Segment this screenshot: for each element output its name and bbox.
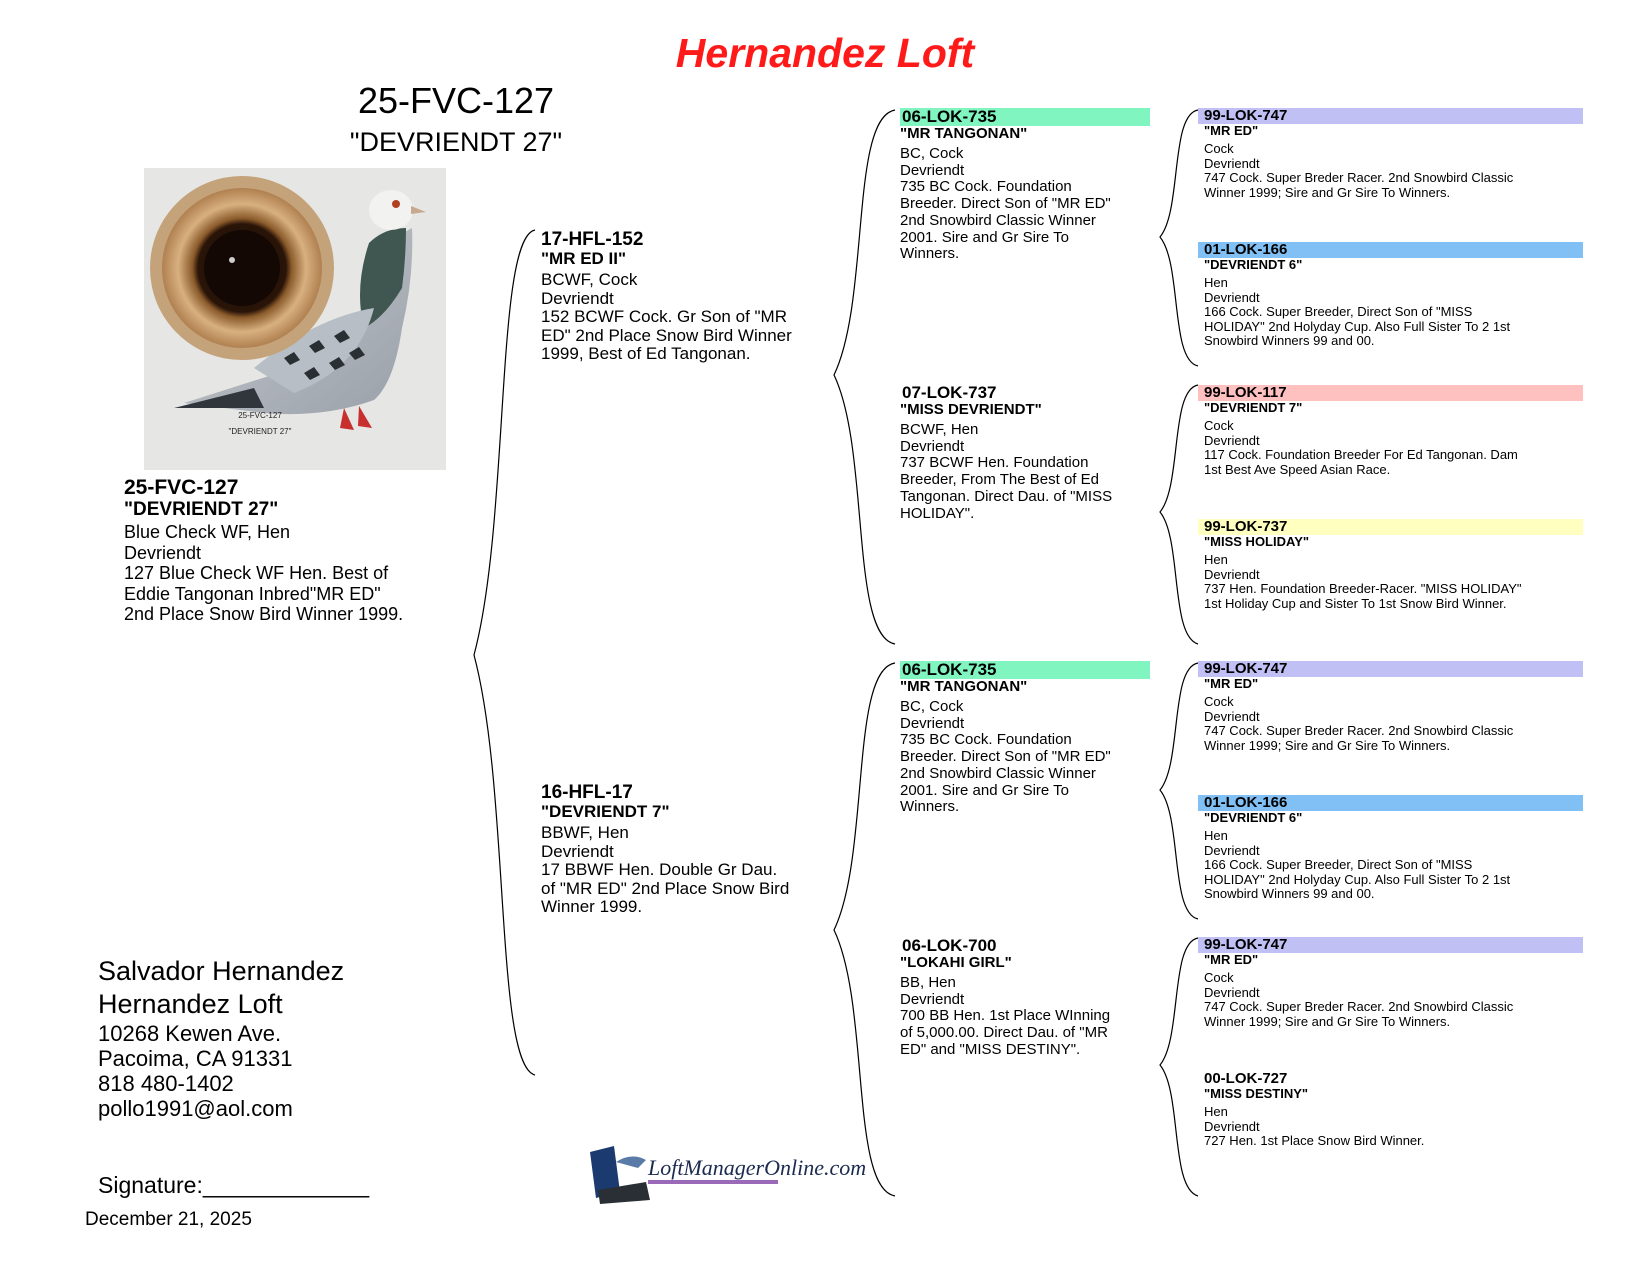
dam-band: 16-HFL-17: [541, 782, 633, 803]
great-grandparent-name: "MISS DESTINY": [1204, 1086, 1309, 1101]
bracket-gen3-4: [1160, 938, 1198, 1196]
great-grandparent-band: 01-LOK-166: [1198, 242, 1583, 258]
grandparent-band: 06-LOK-735: [900, 661, 1150, 679]
grandparent-line: Tangonan. Direct Dau. of "MISS: [900, 487, 1113, 505]
loftmanager-logo: [586, 1142, 867, 1204]
subject-band-heading: 25-FVC-127: [357, 80, 555, 121]
grandparent-line: 2nd Snowbird Classic Winner: [900, 764, 1096, 782]
grandparent-3: [900, 937, 1150, 1059]
grandparent-line: BB, Hen: [900, 974, 956, 991]
subject-line: Eddie Tangonan Inbred"MR ED": [124, 583, 381, 604]
print-date: December 21, 2025: [85, 1209, 252, 1230]
great-grandparent-band: 01-LOK-166: [1198, 795, 1583, 811]
great-grandparent-5: [1198, 795, 1583, 902]
grandparent-line: Breeder, From The Best of Ed: [900, 471, 1099, 489]
grandparent-line: 2001. Sire and Gr Sire To: [900, 781, 1069, 799]
dam-line: of "MR ED" 2nd Place Snow Bird: [541, 878, 790, 898]
owner-phone: 818 480-1402: [98, 1071, 234, 1096]
dam-line: Winner 1999.: [541, 897, 643, 916]
dam-line: 17 BBWF Hen. Double Gr Dau.: [541, 860, 778, 879]
great-grandparent-1: [1198, 242, 1583, 349]
great-grandparent-line: HOLIDAY" 2nd Holyday Cup. Also Full Sister To 2 1st: [1204, 318, 1511, 334]
dam-name: "DEVRIENDT 7": [541, 802, 670, 821]
grandparent-line: BC, Cock: [900, 698, 964, 715]
great-grandparent-line: Devriendt: [1204, 566, 1260, 582]
great-grandparent-line: Devriendt: [1204, 708, 1260, 724]
great-grandparent-line: Winner 1999; Sire and Gr Sire To Winners.: [1204, 737, 1451, 753]
grandparent-name: "MR TANGONAN": [900, 125, 1028, 142]
great-grandparent-line: Winner 1999; Sire and Gr Sire To Winners.: [1204, 184, 1451, 200]
great-grandparent-line: Devriendt: [1204, 1118, 1260, 1134]
great-grandparent-line: 737 Hen. Foundation Breeder-Racer. "MISS HOLIDAY": [1204, 581, 1522, 596]
grandparent-band: 07-LOK-737: [902, 383, 997, 402]
great-grandparent-band: 99-LOK-747: [1198, 937, 1583, 953]
grandparent-line: ED" and "MISS DESTINY".: [900, 1040, 1081, 1058]
great-grandparent-name: "DEVRIENDT 6": [1204, 810, 1303, 825]
great-grandparent-band: 00-LOK-727: [1204, 1070, 1288, 1087]
sire-line: Devriendt: [541, 288, 614, 308]
owner-address: 10268 Kewen Ave.: [98, 1021, 282, 1046]
great-grandparent-line: 166 Cock. Super Breeder, Direct Son of "MISS: [1204, 304, 1473, 319]
great-grandparent-line: 1st Holiday Cup and Sister To 1st Snow Bird Winner.: [1204, 595, 1507, 611]
great-grandparent-line: Hen: [1204, 552, 1228, 567]
sire-line: 1999, Best of Ed Tangonan.: [541, 344, 751, 363]
grandparent-line: Breeder. Direct Son of "MR ED": [900, 748, 1111, 766]
sire-line: BCWF, Cock: [541, 270, 638, 289]
logo-text: LoftManagerOnline.com: [648, 1155, 867, 1180]
grandparent-line: Winners.: [900, 245, 960, 263]
great-grandparent-line: 747 Cock. Super Breder Racer. 2nd Snowbird Classic: [1204, 723, 1514, 738]
great-grandparent-name: "MR ED": [1204, 123, 1259, 138]
great-grandparent-band: 99-LOK-117: [1198, 385, 1583, 401]
grandparent-name: "LOKAHI GIRL": [900, 954, 1012, 971]
bracket-gen2-sire: [834, 110, 895, 644]
subject-line: 127 Blue Check WF Hen. Best of: [124, 563, 389, 583]
great-grandparent-line: Hen: [1204, 828, 1228, 843]
grandparent-line: HOLIDAY".: [900, 504, 975, 522]
great-grandparent-name: "DEVRIENDT 6": [1204, 257, 1303, 272]
great-grandparent-line: Snowbird Winners 99 and 00.: [1204, 333, 1375, 348]
great-grandparent-line: 166 Cock. Super Breeder, Direct Son of "MISS: [1204, 857, 1473, 872]
owner-email: pollo1991@aol.com: [98, 1096, 293, 1121]
bracket-gen3-3: [1160, 663, 1198, 919]
grandparent-line: 2nd Snowbird Classic Winner: [900, 211, 1096, 229]
grandparent-line: BCWF, Hen: [900, 421, 979, 438]
grandparent-line: Devriendt: [900, 161, 965, 179]
page-title: Hernandez Loft: [675, 30, 975, 76]
grandparent-line: BC, Cock: [900, 145, 964, 162]
great-grandparent-line: Hen: [1204, 1104, 1228, 1119]
dam-line: BBWF, Hen: [541, 823, 629, 842]
great-grandparent-line: Devriendt: [1204, 289, 1260, 305]
great-grandparent-line: Hen: [1204, 275, 1228, 290]
grandparent-2: [900, 661, 1150, 816]
great-grandparent-line: Devriendt: [1204, 155, 1260, 171]
great-grandparent-7: [1198, 1071, 1583, 1149]
subject-band: 25-FVC-127: [124, 476, 239, 499]
great-grandparent-line: HOLIDAY" 2nd Holyday Cup. Also Full Sister To 2 1st: [1204, 871, 1511, 887]
subject-name-heading: "DEVRIENDT 27": [349, 127, 563, 157]
great-grandparent-line: Cock: [1204, 418, 1234, 433]
owner-contact: [98, 955, 498, 1121]
great-grandparent-line: Devriendt: [1204, 842, 1260, 858]
great-grandparent-line: Devriendt: [1204, 984, 1260, 1000]
owner-loft: Hernandez Loft: [98, 989, 283, 1019]
grandparent-line: Breeder. Direct Son of "MR ED": [900, 195, 1111, 213]
great-grandparent-band: 99-LOK-737: [1198, 519, 1583, 535]
subject-line: Devriendt: [124, 542, 202, 563]
sire-band: 17-HFL-152: [541, 229, 644, 250]
great-grandparent-line: 117 Cock. Foundation Breeder For Ed Tangonan. Dam: [1204, 447, 1518, 462]
owner-city: Pacoima, CA 91331: [98, 1046, 293, 1071]
bracket-gen2-dam: [834, 663, 895, 1196]
grandparent-name: "MISS DEVRIENDT": [900, 401, 1042, 418]
grandparent-line: of 5,000.00. Direct Dau. of "MR: [900, 1024, 1108, 1042]
grandparent-band: 06-LOK-700: [902, 936, 997, 955]
photo-caption-band: 25-FVC-127: [238, 411, 282, 420]
grandparent-line: Devriendt: [900, 990, 965, 1008]
great-grandparent-6: [1198, 937, 1583, 1029]
grandparent-line: Devriendt: [900, 437, 965, 455]
grandparent-0: [900, 108, 1150, 263]
great-grandparent-name: "MR ED": [1204, 676, 1259, 691]
grandparent-line: Devriendt: [900, 714, 965, 732]
sire-info: [541, 230, 831, 364]
grandparent-1: [900, 384, 1150, 522]
great-grandparent-line: 747 Cock. Super Breder Racer. 2nd Snowbird Classic: [1204, 170, 1514, 185]
great-grandparent-line: Winner 1999; Sire and Gr Sire To Winners.: [1204, 1013, 1451, 1029]
great-grandparent-name: "DEVRIENDT 7": [1204, 400, 1303, 415]
great-grandparent-name: "MR ED": [1204, 952, 1259, 967]
subject-line: Blue Check WF, Hen: [124, 522, 291, 542]
bracket-gen3-1: [1160, 110, 1198, 366]
bracket-gen1: [474, 230, 535, 1075]
great-grandparent-4: [1198, 661, 1583, 753]
great-grandparent-line: Devriendt: [1204, 432, 1260, 448]
great-grandparent-line: Cock: [1204, 141, 1234, 156]
great-grandparent-0: [1198, 108, 1583, 200]
grandparent-line: 700 BB Hen. 1st Place WInning: [900, 1007, 1111, 1025]
great-grandparent-2: [1198, 385, 1583, 477]
photo-caption-name: "DEVRIENDT 27": [228, 427, 292, 436]
grandparent-name: "MR TANGONAN": [900, 678, 1028, 695]
great-grandparent-band: 99-LOK-747: [1198, 108, 1583, 124]
great-grandparent-name: "MISS HOLIDAY": [1204, 534, 1310, 549]
owner-name: Salvador Hernandez: [98, 956, 345, 986]
subject-name: "DEVRIENDT 27": [124, 499, 279, 520]
bracket-gen3-2: [1160, 385, 1198, 644]
great-grandparent-line: 1st Best Ave Speed Asian Race.: [1204, 461, 1391, 477]
grandparent-line: 735 BC Cock. Foundation: [900, 178, 1072, 196]
dam-info: [541, 783, 831, 917]
sire-line: 152 BCWF Cock. Gr Son of "MR: [541, 307, 787, 326]
subject-line: 2nd Place Snow Bird Winner 1999.: [124, 604, 404, 624]
great-grandparent-line: Snowbird Winners 99 and 00.: [1204, 886, 1375, 901]
grandparent-band: 06-LOK-735: [900, 108, 1150, 126]
signature-line: Signature:_____________: [98, 1172, 370, 1198]
sire-name: "MR ED II": [541, 249, 627, 268]
grandparent-line: 735 BC Cock. Foundation: [900, 731, 1072, 749]
great-grandparent-band: 99-LOK-747: [1198, 661, 1583, 677]
sire-line: ED" 2nd Place Snow Bird Winner: [541, 325, 792, 345]
grandparent-line: Winners.: [900, 798, 960, 816]
great-grandparent-3: [1198, 519, 1583, 611]
grandparent-line: 2001. Sire and Gr Sire To: [900, 228, 1069, 246]
great-grandparent-line: 727 Hen. 1st Place Snow Bird Winner.: [1204, 1133, 1425, 1148]
grandparent-line: 737 BCWF Hen. Foundation: [900, 454, 1089, 472]
great-grandparent-line: Cock: [1204, 970, 1234, 985]
dam-line: Devriendt: [541, 841, 614, 861]
great-grandparent-line: 747 Cock. Super Breder Racer. 2nd Snowbird Classic: [1204, 999, 1514, 1014]
great-grandparent-line: Cock: [1204, 694, 1234, 709]
